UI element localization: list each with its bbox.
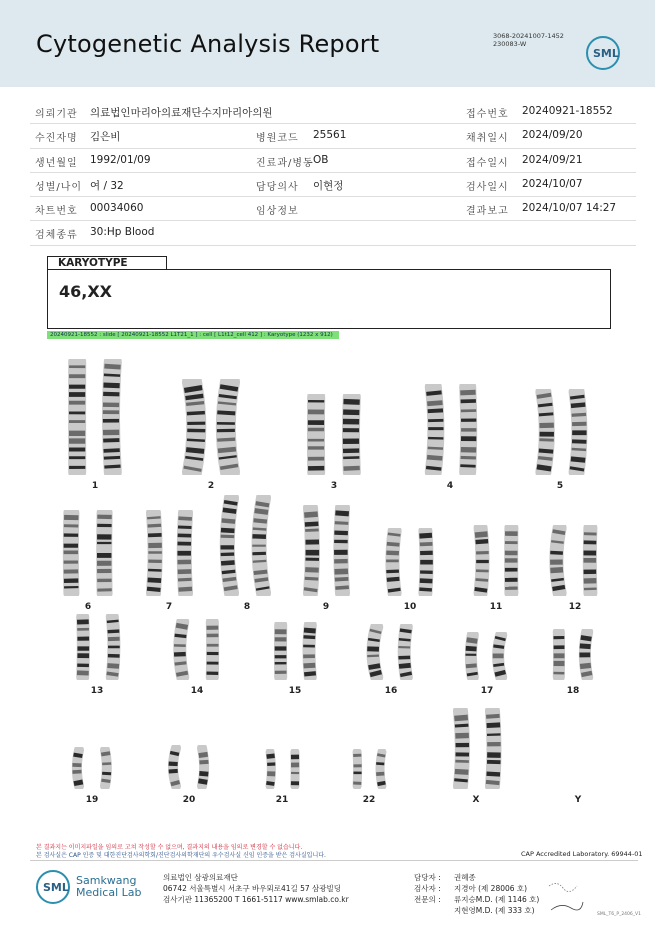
chromosome-pair-8: [218, 495, 277, 596]
chromosome-label-18: 18: [566, 686, 580, 696]
doctor-value: 이현정: [313, 179, 344, 192]
chromosome-pair-13: [71, 614, 124, 680]
staff-row: [414, 905, 539, 916]
dob-value: 1992/01/09: [90, 153, 151, 166]
chromosome-label-4: 4: [446, 481, 454, 491]
report-date-value: 2024/10/07 14:27: [522, 202, 617, 215]
chromosome-label-22: 22: [362, 795, 376, 805]
doc-id-line1: 3068-20241007-1452: [493, 32, 564, 40]
dob-label: 생년월일: [35, 157, 78, 169]
chromosome-label-10: 10: [403, 602, 417, 612]
report-date-label: 결과보고: [466, 206, 509, 218]
chromosome-label-16: 16: [384, 686, 398, 696]
footer-divider: [30, 860, 638, 861]
chromosome-label-8: 8: [243, 602, 251, 612]
report-header: [0, 0, 655, 87]
chromosome-pair-X: [447, 708, 506, 789]
chromosome-pair-2: [174, 379, 248, 475]
samkwang-logo-name: [76, 875, 142, 899]
chromosome-label-15: 15: [288, 686, 302, 696]
chromosome-label-21: 21: [275, 795, 289, 805]
chromosome-pair-20: [167, 745, 211, 789]
receipt-date-label: 접수일시: [466, 157, 509, 169]
staff-row: [414, 872, 539, 883]
info-row: [30, 197, 636, 221]
cap-accreditation: CAP Accredited Laboratory. 69944-01: [521, 850, 643, 858]
chromosome-label-X: X: [472, 795, 480, 805]
samkwang-logo-mark: [36, 870, 70, 904]
dept-label: 진료과/병동: [256, 157, 314, 169]
chromosome-pair-17: [462, 632, 512, 680]
karyotype-tab: KARYOTYPE: [47, 256, 167, 269]
logo-name-line2: Medical Lab: [76, 886, 142, 899]
doc-id-line2: 230083-W: [493, 40, 527, 48]
chromosome-label-19: 19: [85, 795, 99, 805]
chromosome-label-3: 3: [330, 481, 338, 491]
chromosome-pair-21: [262, 749, 303, 789]
chromosome-pair-3: [300, 394, 368, 475]
collect-date-value: 2024/09/20: [522, 129, 583, 142]
chart-no-value: 00034060: [90, 202, 144, 215]
sex-age-label: 성별/나이: [35, 181, 83, 193]
staff-key: 검사자 :: [414, 884, 441, 893]
chromosome-pair-6: [57, 510, 119, 596]
chart-no-label: 차트번호: [35, 206, 78, 218]
staff-row: [414, 894, 539, 905]
clinical-label: 임상정보: [256, 206, 299, 218]
receipt-no-value: 20240921-18552: [522, 105, 613, 117]
hospital-code-label: 병원코드: [256, 133, 299, 145]
address-line1: 의료법인 삼광의료재단: [163, 873, 238, 882]
receipt-no-label: 접수번호: [466, 109, 509, 120]
karyotype-image-caption: 20240921-18552 : slide [ 20240921-18552 L1T21_1 ] : cell [ L1t12_cell 412 ] : Karyotype (1232 x 912): [47, 331, 339, 339]
chromosome-label-17: 17: [480, 686, 494, 696]
chromosome-pair-18: [548, 629, 598, 680]
patient-label: 수진자명: [35, 133, 78, 145]
staff-value: 류지승M.D. (제 1146 호): [454, 895, 540, 904]
chromosome-label-6: 6: [84, 602, 92, 612]
specimen-value: 30:Hp Blood: [90, 226, 155, 239]
chromosome-pair-9: [297, 505, 356, 596]
chromosome-label-13: 13: [90, 686, 104, 696]
logo-name-line1: Samkwang: [76, 874, 137, 887]
chromosome-pair-10: [382, 528, 438, 596]
chromosome-pair-4: [418, 384, 483, 475]
institution-label: 의뢰기관: [35, 109, 78, 120]
samkwang-logo-short: SML: [43, 881, 69, 894]
chromosome-label-1: 1: [91, 481, 99, 491]
chromosome-label-Y: Y: [574, 795, 582, 805]
institution-value: 의료법인마리아의료재단수지마리아의원: [90, 107, 273, 119]
chromosome-label-9: 9: [322, 602, 330, 612]
form-code: SML_T6_P_2406_V1: [597, 912, 641, 917]
info-row: [30, 124, 636, 148]
address-line2: 06742 서울특별시 서초구 바우뫼로41길 57 삼광빌딩: [163, 884, 342, 893]
collect-date-label: 채취일시: [466, 133, 509, 145]
chromosome-label-11: 11: [489, 602, 503, 612]
info-row: [30, 149, 636, 173]
chromosome-label-2: 2: [207, 481, 215, 491]
chromosome-pair-16: [365, 624, 418, 680]
chromosome-pair-14: [171, 619, 224, 680]
chromosome-label-20: 20: [182, 795, 196, 805]
staff-value: 권혜종: [454, 873, 476, 882]
report-title: Cytogenetic Analysis Report: [36, 30, 380, 58]
lab-address: [163, 872, 349, 905]
footer-notice-blue: 본 검사실은 CAP 인증 및 대한진단검사의학회/진단검사의학재단의 우수검사실 신임 인증을 받은 검사실입니다.: [36, 852, 326, 859]
footer-notice-red: 본 결과지는 이미지파일을 임의로 고쳐 작성할 수 없으며, 결과지의 내용을 임의로 변경할 수 없습니다.: [36, 844, 303, 851]
chromosome-pair-11: [468, 525, 524, 596]
staff-value: 지현영M.D. (제 333 호): [454, 906, 535, 915]
document-id: [493, 32, 564, 48]
staff-signatures: [414, 872, 539, 916]
chromosome-pair-1: [61, 359, 129, 475]
signature-mark: [545, 878, 585, 918]
chromosome-pair-19: [70, 747, 114, 789]
exam-date-label: 검사일시: [466, 181, 509, 193]
karyotype-result-box: [47, 269, 611, 329]
doctor-label: 담당의사: [256, 181, 299, 193]
info-row: [30, 100, 636, 124]
info-row: [30, 221, 636, 245]
chromosome-pair-15: [269, 622, 322, 680]
staff-key: 전문의 :: [414, 895, 441, 904]
chromosome-pair-22: [349, 749, 390, 789]
chromosome-label-12: 12: [568, 602, 582, 612]
chromosome-label-7: 7: [165, 602, 173, 612]
patient-info-table: [30, 100, 636, 246]
hospital-code-value: 25561: [313, 129, 347, 142]
staff-row: [414, 883, 539, 894]
exam-date-value: 2024/10/07: [522, 177, 583, 190]
chromosome-label-5: 5: [556, 481, 564, 491]
receipt-date-value: 2024/09/21: [522, 153, 583, 166]
info-row: [30, 173, 636, 197]
address-line3: 검사기관 11365200 T 1661-5117 www.smlab.co.kr: [163, 895, 349, 904]
staff-value: 지경아 (제 28006 호): [454, 884, 528, 893]
sex-age-value: 여 / 32: [90, 179, 124, 192]
staff-key: 담당자 :: [414, 873, 441, 882]
sml-logo: [586, 36, 620, 70]
karyotype-result: 46,XX: [59, 282, 113, 301]
chromosome-pair-12: [547, 525, 603, 596]
chromosome-pair-7: [140, 510, 199, 596]
specimen-label: 검체종류: [35, 230, 78, 242]
chromosome-label-14: 14: [190, 686, 204, 696]
chromosome-pair-5: [529, 389, 591, 475]
sml-logo-text: SML: [593, 47, 619, 60]
dept-value: OB: [313, 153, 329, 166]
patient-value: 김은비: [90, 131, 121, 144]
